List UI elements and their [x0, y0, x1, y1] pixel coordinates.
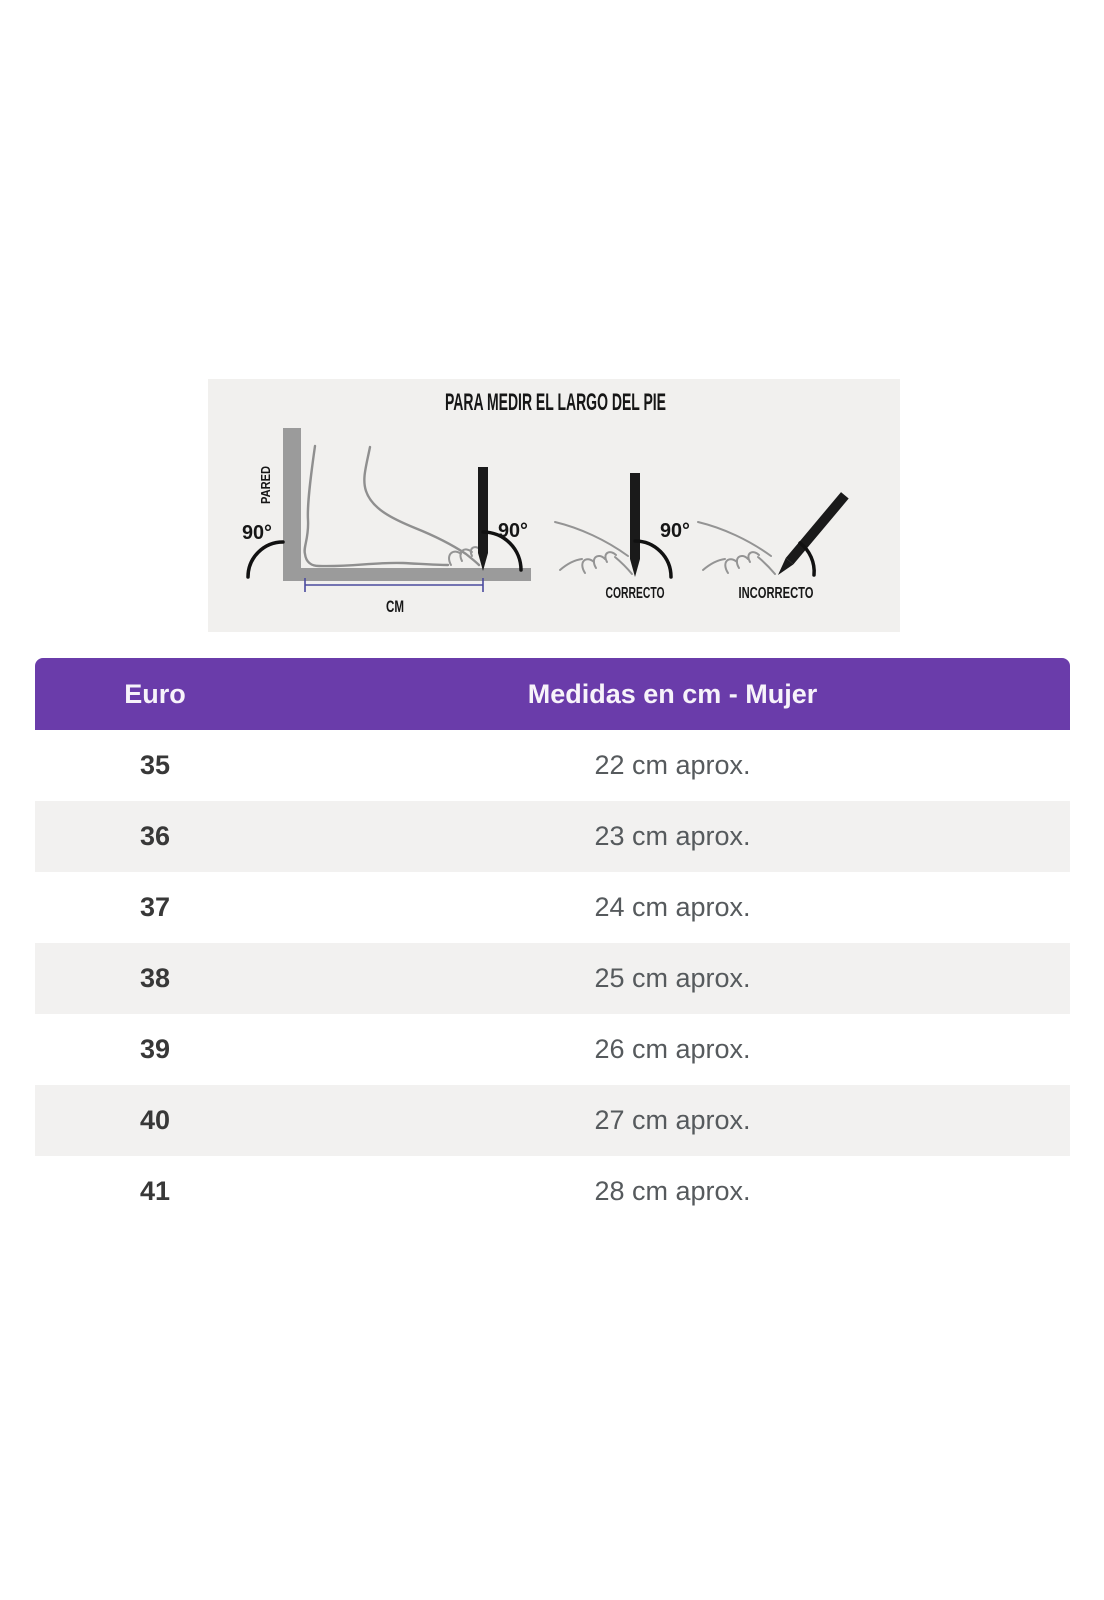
measure-cell: 25 cm aprox.: [594, 963, 751, 993]
euro-size-cell: 36: [139, 821, 171, 851]
euro-size-cell: 38: [139, 963, 171, 993]
euro-size-cell: 40: [139, 1105, 171, 1135]
measure-cell: 24 cm aprox.: [594, 892, 751, 922]
measure-cell: 23 cm aprox.: [594, 821, 751, 851]
euro-size-cell: 37: [139, 892, 171, 922]
angle-label-right: 90°: [498, 520, 528, 542]
table-row: [35, 943, 1070, 1014]
table-row: [35, 730, 1070, 801]
table-row: [35, 1085, 1070, 1156]
measure-cell: 26 cm aprox.: [594, 1034, 751, 1064]
wall-label: PARED: [258, 459, 273, 504]
incorrect-label: INCORRECTO: [738, 585, 814, 602]
measure-cell: 22 cm aprox.: [594, 750, 751, 780]
incorrect-example: [698, 492, 849, 602]
correct-example: [555, 473, 690, 602]
euro-size-cell: 39: [139, 1034, 171, 1064]
table-row: [35, 1014, 1070, 1085]
column-header-measures: Medidas en cm - Mujer: [527, 678, 818, 709]
table-row: [35, 872, 1070, 943]
measure-cell: 27 cm aprox.: [594, 1105, 751, 1135]
euro-size-cell: 35: [139, 750, 171, 780]
wall-bar: [283, 428, 301, 570]
angle-arc-left: [248, 542, 283, 577]
angle-label-correct: 90°: [660, 520, 690, 542]
angle-arc-correct: [635, 541, 671, 577]
pencil-icon: [478, 467, 488, 571]
column-header-euro: Euro: [124, 678, 186, 709]
foot-measure-illustration: [208, 379, 900, 632]
cm-label: CM: [386, 597, 404, 616]
table-header: [35, 658, 1070, 730]
diagram-title: PARA MEDIR EL LARGO DEL PIE: [445, 389, 666, 416]
pencil-icon-correct: [630, 473, 640, 577]
toes-sketch-incorrect: [698, 522, 775, 574]
floor-bar: [283, 568, 531, 581]
foot-measure-diagram: [208, 379, 900, 632]
measure-cell: 28 cm aprox.: [594, 1176, 751, 1206]
toes-sketch-correct: [555, 522, 632, 574]
pencil-icon-incorrect: [774, 492, 849, 578]
table-row: [35, 801, 1070, 872]
correct-label: CORRECTO: [605, 585, 665, 602]
euro-size-cell: 41: [139, 1176, 171, 1206]
foot-outline: [305, 446, 481, 566]
size-table: [35, 658, 1070, 1227]
angle-label-left: 90°: [242, 522, 272, 544]
table-row: [35, 1156, 1070, 1227]
